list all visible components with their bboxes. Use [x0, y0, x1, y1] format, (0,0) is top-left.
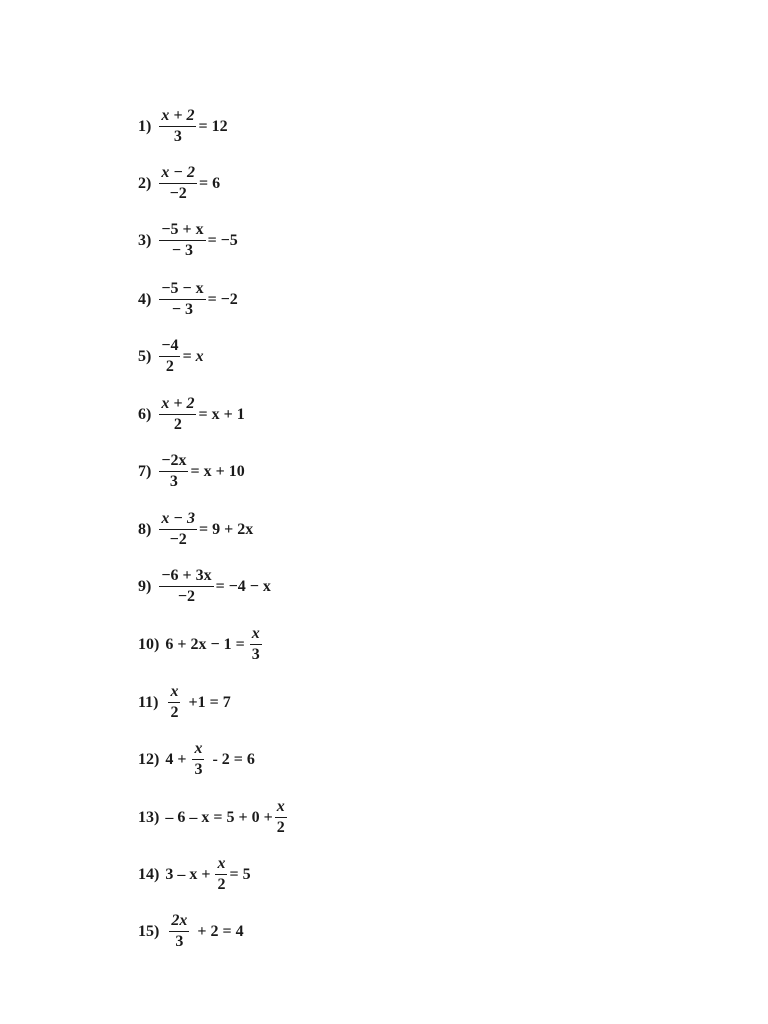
problem-number: 1) [138, 117, 152, 135]
denominator: 3 [194, 761, 203, 778]
problem-number: 4) [138, 290, 152, 308]
denominator: 2 [170, 704, 179, 721]
denominator: 3 [173, 128, 182, 145]
denominator: 2 [173, 416, 182, 433]
right-hand-side: = −2 [207, 290, 238, 308]
fraction [215, 856, 227, 893]
numerator: x [275, 799, 287, 818]
right-hand-side: - 2 = 6 [212, 750, 255, 768]
problem-3 [138, 222, 238, 259]
fraction [159, 511, 197, 548]
fraction [168, 684, 180, 721]
problem-15 [138, 913, 244, 950]
problem-6 [138, 396, 245, 433]
problem-number: 13) [138, 808, 160, 826]
fraction [159, 165, 197, 202]
right-hand-side: = 5 [229, 865, 251, 883]
right-hand-side: = 9 + 2x [199, 520, 254, 538]
problem-13 [138, 799, 289, 836]
right-hand-side: = 12 [198, 117, 228, 135]
denominator: −2 [177, 588, 195, 605]
denominator: 2 [276, 819, 285, 836]
problem-number: 5) [138, 347, 152, 365]
problem-12 [138, 741, 255, 778]
problem-number: 15) [138, 922, 160, 940]
problem-4 [138, 281, 238, 318]
denominator: 2 [217, 876, 226, 893]
denominator: −2 [169, 185, 187, 202]
problem-number: 9) [138, 577, 152, 595]
fraction [192, 741, 204, 778]
fraction [275, 799, 287, 836]
left-hand-side: 3 – x + [165, 865, 211, 883]
numerator: −6 + 3x [159, 568, 213, 587]
right-hand-side: = x + 10 [190, 462, 245, 480]
denominator: 3 [175, 933, 184, 950]
right-hand-side: = −5 [207, 231, 238, 249]
right-hand-side: + 2 = 4 [197, 922, 244, 940]
right-hand-side: = −4 − x [215, 577, 271, 595]
problem-8 [138, 511, 253, 548]
numerator: −5 + x [159, 222, 205, 241]
numerator: −5 − x [159, 281, 205, 300]
right-hand-side: +1 = 7 [188, 693, 231, 711]
fraction [169, 913, 189, 950]
fraction [250, 626, 262, 663]
left-hand-side: 6 + 2x − 1 = [165, 635, 245, 653]
right-hand-side: = 6 [199, 174, 221, 192]
fraction [159, 222, 205, 259]
problem-number: 12) [138, 750, 160, 768]
numerator: −4 [159, 338, 180, 357]
numerator: x − 3 [159, 511, 197, 530]
numerator: x [250, 626, 262, 645]
fraction [159, 281, 205, 318]
numerator: x − 2 [159, 165, 197, 184]
fraction [159, 568, 213, 605]
problem-number: 14) [138, 865, 160, 883]
fraction [159, 396, 196, 433]
problem-number: 3) [138, 231, 152, 249]
numerator: x + 2 [159, 108, 196, 127]
denominator: −2 [169, 531, 187, 548]
right-hand-side: = x + 1 [198, 405, 245, 423]
numerator: x [192, 741, 204, 760]
numerator: x [168, 684, 180, 703]
problem-number: 2) [138, 174, 152, 192]
denominator: − 3 [171, 301, 193, 318]
numerator: x [215, 856, 227, 875]
problem-number: 6) [138, 405, 152, 423]
left-hand-side: – 6 – x = 5 + 0 + [165, 808, 273, 826]
denominator: 3 [169, 473, 178, 490]
right-hand-side: = x [182, 347, 204, 365]
problem-number: 8) [138, 520, 152, 538]
problem-2 [138, 165, 220, 202]
problem-10 [138, 626, 264, 663]
problem-11 [138, 684, 231, 721]
problem-number: 10) [138, 635, 160, 653]
left-hand-side: 4 + [165, 750, 187, 768]
numerator: 2x [169, 913, 189, 932]
fraction [159, 108, 196, 145]
numerator: x + 2 [159, 396, 196, 415]
denominator: − 3 [171, 242, 193, 259]
denominator: 3 [251, 646, 260, 663]
problem-number: 11) [138, 693, 159, 711]
problem-5 [138, 338, 204, 375]
fraction [159, 453, 188, 490]
problem-1 [138, 108, 228, 145]
problem-7 [138, 453, 245, 490]
problem-number: 7) [138, 462, 152, 480]
problem-14 [138, 856, 251, 893]
fraction [159, 338, 180, 375]
numerator: −2x [159, 453, 188, 472]
denominator: 2 [165, 358, 174, 375]
problem-9 [138, 568, 271, 605]
